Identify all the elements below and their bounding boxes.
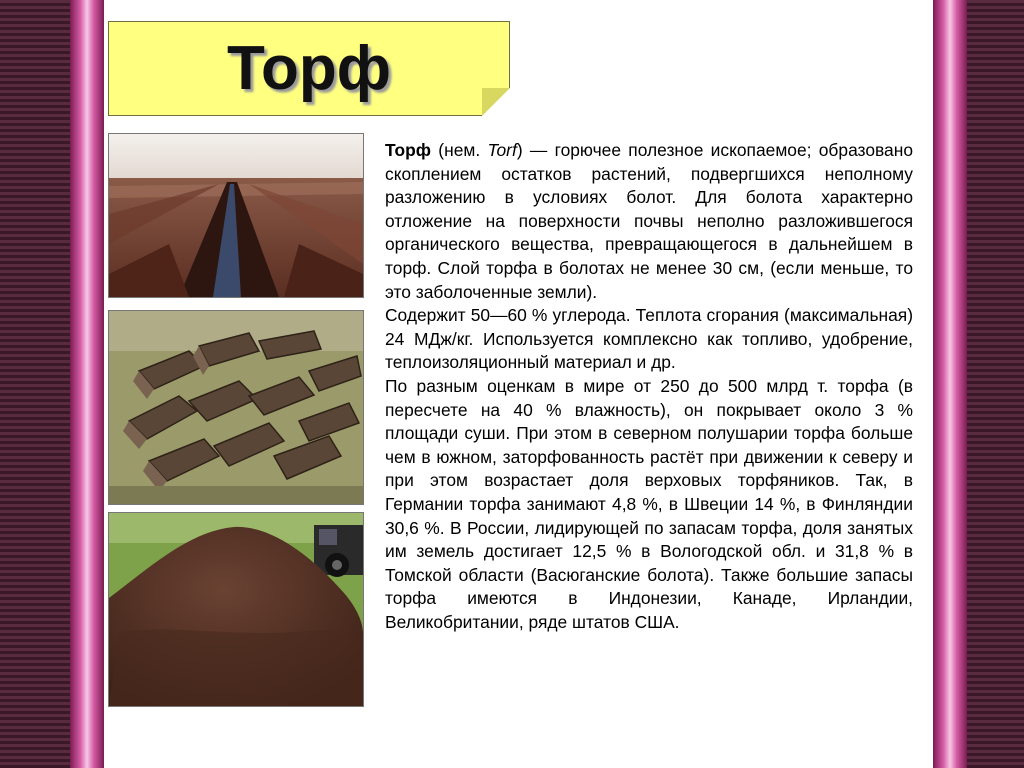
- peat-pile-photo: [108, 512, 364, 707]
- page-title: Торф: [227, 34, 391, 103]
- peat-field-photo: [108, 133, 364, 298]
- intro-part-a: (нем.: [431, 140, 488, 160]
- left-frame-stripe: [70, 0, 104, 768]
- intro-part-b: ) — горючее полезное ископаемое; образовано скоплением остатков растений, подвергшихся неполному разложению в условиях болот. Для болота характерно отложение на поверхности почвы неполно разложившегося органического вещества, превращающегося в дальнейшем в торф. Слой торфа в болотах не менее 30 см, (если меньше, то это заболоченные земли).: [385, 140, 913, 302]
- title-box: [108, 21, 510, 116]
- term-bold: Торф: [385, 140, 431, 160]
- right-frame-stripe: [933, 0, 967, 768]
- intro-paragraph: [385, 139, 913, 304]
- peat-bricks-photo: [108, 310, 364, 505]
- slide: [104, 0, 933, 768]
- page-curl-corner: [482, 88, 510, 116]
- composition-paragraph: Содержит 50—60 % углерода. Теплота сгорания (максимальная) 24 МДж/кг. Используется комплексно как топливо, удобрение, теплоизоляционный материал и др.: [385, 305, 913, 373]
- distribution-paragraph: По разным оценкам в мире от 250 до 500 млрд т. торфа (в пересчете на 40 % влажность), он покрывает около 3 % площади суши. При этом в северном полушарии торфа больше чем в южном, заторфованность растёт при движении к северу и при этом возрастает доля верховых торфяников. Так, в Германии торфа занимают 4,8 %, в Швеции 14 %, в Финляндии 30,6 %. В России, лидирующей по запасам торфа, доля занятых им земель достигает 12,5 % в Вологодской обл. и 31,8 % в Томской области (Васюганские болота). Также большие запасы торфа имеются в Индонезии, Канаде, Ирландии, Великобритании, ряде штатов США.: [385, 375, 913, 632]
- article-text: [385, 139, 913, 634]
- foreign-term: Torf: [487, 140, 517, 160]
